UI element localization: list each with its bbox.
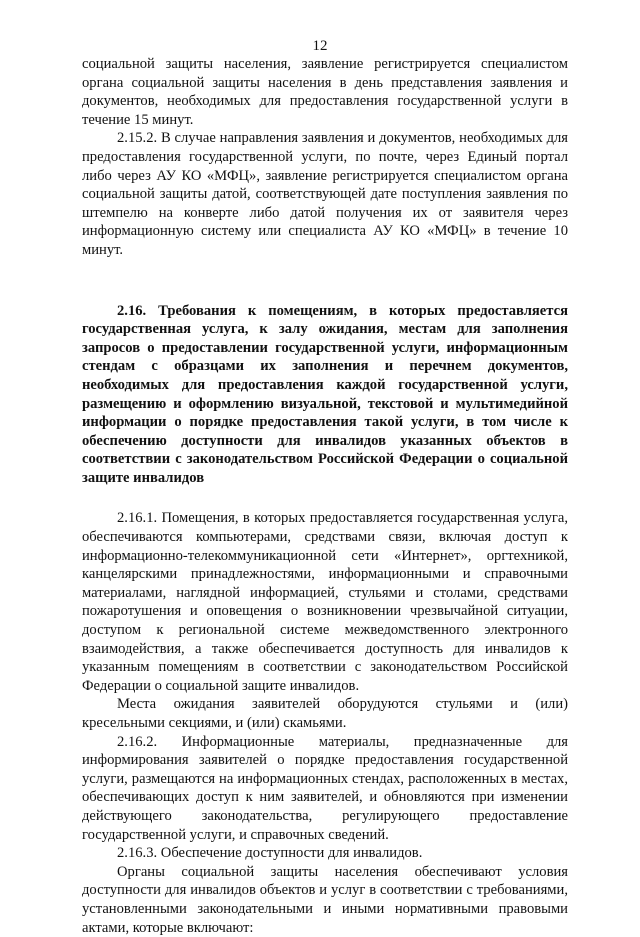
paragraph: 2.15.2. В случае направления заявления и документов, необходимых для предоставления государственной услуги, по почте, через Единый портал либо через АУ КО «МФЦ», заявление регистрируется специалистом органа социальной защиты датой, соответствующей дате поступления заявления по штемпелю на конверте либо датой получения их от заявителя через информационную систему или специалиста АУ КО «МФЦ» в течение 10 минут. (82, 130, 568, 258)
paragraph: Органы социальной защиты населения обеспечивают условия доступности для инвалидов объектов и услуг в соответствии с требованиями, установленными законодательными и иными нормативными правовыми актами, которые включают: (82, 863, 568, 936)
page-number: 12 (312, 38, 328, 54)
paragraph: 2.16.2. Информационные материалы, предназначенные для информирования заявителей о порядке предоставления государственной услуги, размещаются на информационных стендах, расположенных в местах, обеспечивающих доступ к ним заявителей, и обновляются при изменении действующего законодательства, регулирующего предоставление государственной услуги, и справочных сведений. (82, 733, 568, 843)
paragraph: Места ожидания заявителей оборудуются стульями и (или) кресельными секциями, и (или) скамьями. (82, 696, 568, 731)
section-heading: 2.16. Требования к помещениям, в которых предоставляется государственная услуга, к залу ожидания, местам для заполнения запросов о предоставлении государственной услуги, информационным стендам с образцами их заполнения и перечнем документов, необходимых для предоставления каждой государственной услуги, размещению и оформлению визуальной, текстовой и мультимедийной информации о порядке предоставления такой услуги, в том числе к обеспечению доступности для инвалидов указанных объектов в соответствии с законодательством Российской Федерации о социальной защите инвалидов (82, 302, 568, 486)
paragraph: 2.16.3. Обеспечение доступности для инвалидов. (117, 845, 423, 862)
paragraph: 2.16.1. Помещения, в которых предоставляется государственная услуга, обеспечиваются компьютерами, средствами связи, включая доступ к информационно-телекоммуникационной сети «Интернет», оргтехникой, канцелярскими принадлежностями, информационными и справочными материалами, наглядной информацией, стульями и столами, средствами пожаротушения и оповещения о возникновении чрезвычайной ситуации, доступом к региональной системе межведомственного электронного взаимодействия, а также обеспечивается доступность для инвалидов к указанным помещениям в соответствии с законодательством Российской Федерации о социальной защите инвалидов. (82, 510, 568, 694)
paragraph: социальной защиты населения, заявление регистрируется специалистом органа социальной защиты населения в день представления заявления и документов, необходимых для предоставления государственной услуги в течение 15 минут. (82, 56, 568, 128)
document-body (82, 55, 568, 937)
